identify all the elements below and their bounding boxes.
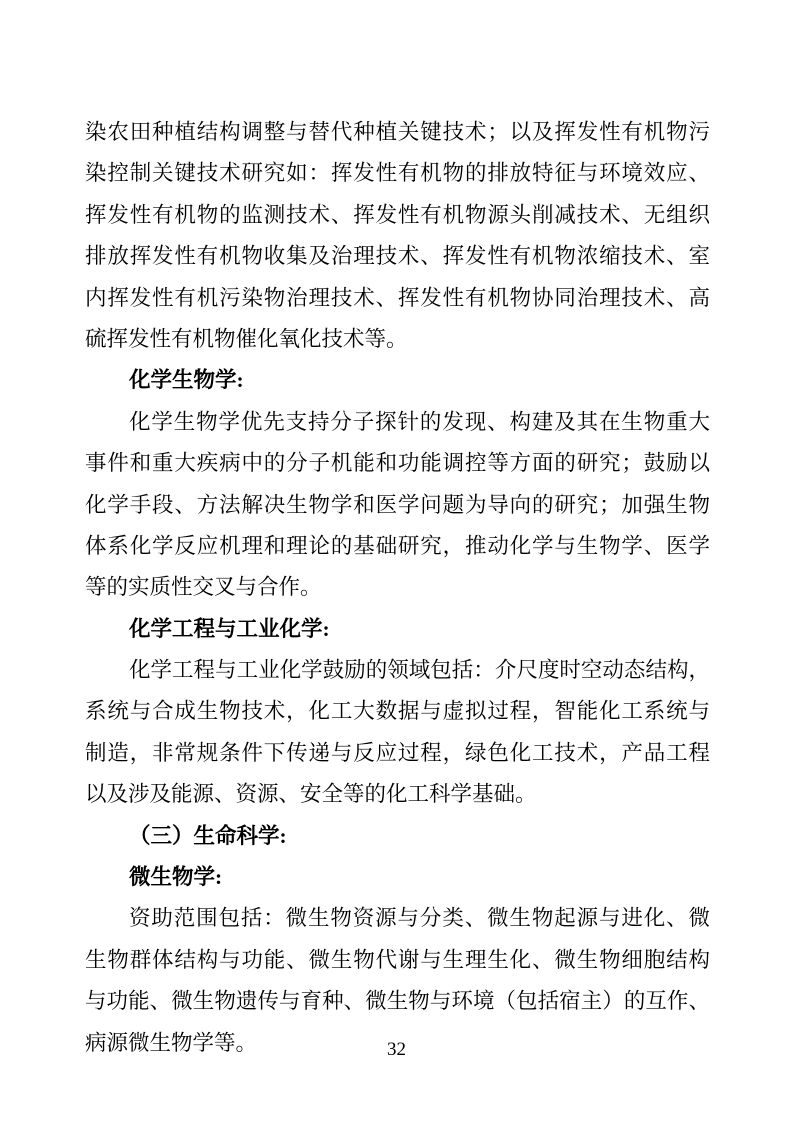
text-line: 硫挥发性有机物催化氧化技术等。: [85, 326, 408, 351]
text-line: 挥发性有机物的监测技术、挥发性有机物源头削减技术、无组织: [85, 202, 710, 227]
text-line: 内挥发性有机污染物治理技术、挥发性有机物协同治理技术、高: [85, 285, 710, 310]
text-line: 制造，非常规条件下传递与反应过程，绿色化工技术，产品工程: [85, 740, 710, 765]
text-line: 病源微生物学等。: [85, 1030, 258, 1055]
text-line: 系统与合成生物技术，化工大数据与虚拟过程，智能化工系统与: [85, 699, 710, 724]
text-line: 事件和重大疾病中的分子机能和功能调控等方面的研究；鼓励以: [85, 451, 710, 476]
text-line: 等的实质性交叉与合作。: [85, 575, 322, 600]
text-line: 染农田种植结构调整与替代种植关键技术；以及挥发性有机物污: [85, 120, 710, 144]
page-number: 32: [387, 1039, 406, 1060]
section-heading: （三）生命科学:: [129, 823, 287, 848]
section-heading: 化学工程与工业化学:: [129, 616, 330, 641]
text-line: 染控制关键技术研究如：挥发性有机物的排放特征与环境效应、: [85, 161, 710, 186]
section-heading: 化学生物学:: [129, 368, 244, 393]
text-line: 化学生物学优先支持分子探针的发现、构建及其在生物重大: [129, 409, 710, 434]
text-line: 化学手段、方法解决生物学和医学问题为导向的研究；加强生物: [85, 492, 710, 517]
text-line: 体系化学反应机理和理论的基础研究，推动化学与生物学、医学: [85, 533, 710, 558]
text-line: 与功能、微生物遗传与育种、微生物与环境（包括宿主）的互作、: [85, 989, 710, 1014]
text-line: 排放挥发性有机物收集及治理技术、挥发性有机物浓缩技术、室: [85, 244, 710, 269]
text-line: 以及涉及能源、资源、安全等的化工科学基础。: [85, 782, 537, 807]
text-line: 化学工程与工业化学鼓励的领域包括：介尺度时空动态结构，: [129, 658, 710, 683]
section-heading: 微生物学:: [129, 865, 223, 890]
text-line: 生物群体结构与功能、微生物代谢与生理生化、微生物细胞结构: [85, 947, 710, 972]
text-line: 资助范围包括：微生物资源与分类、微生物起源与进化、微: [129, 906, 710, 931]
page-content: [85, 112, 710, 1064]
